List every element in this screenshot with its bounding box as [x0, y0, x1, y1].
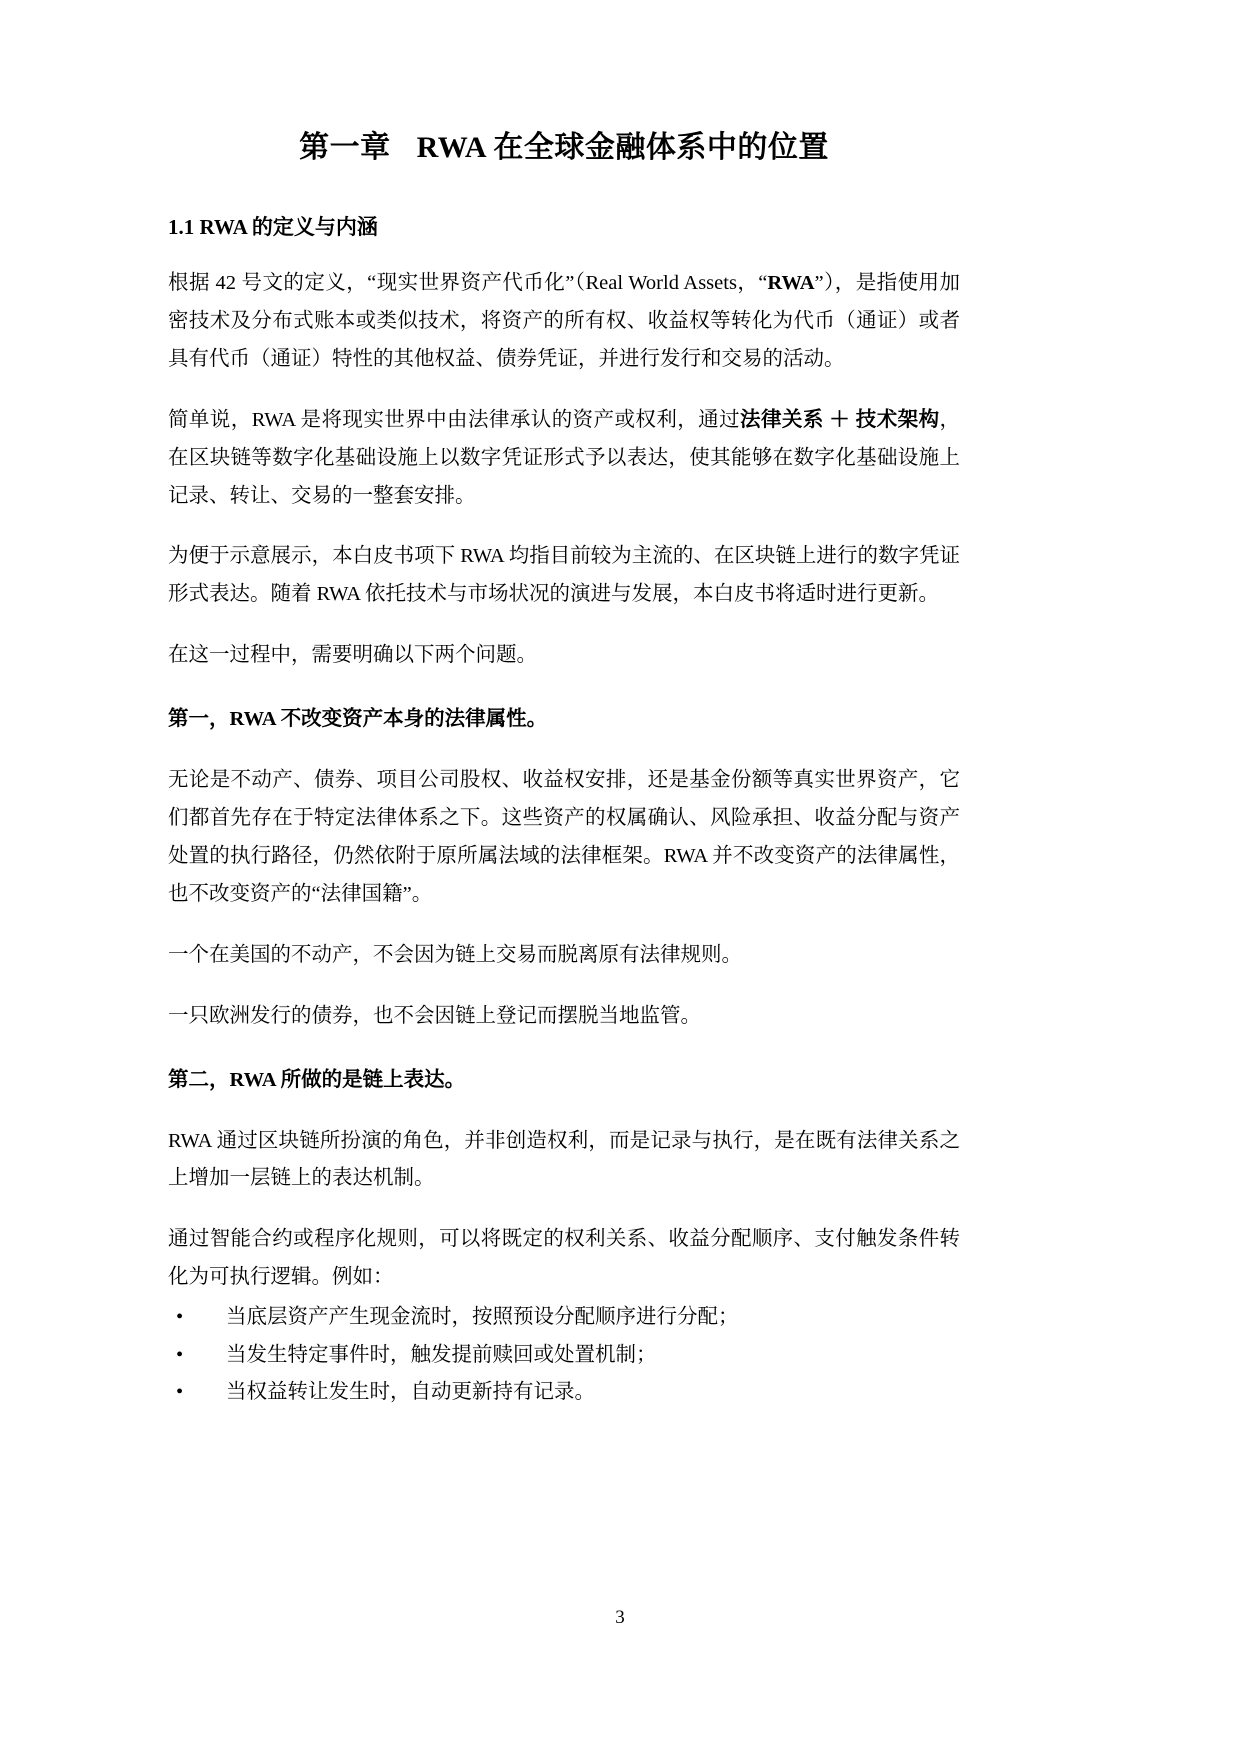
chapter-title	[168, 0, 960, 169]
list-item	[168, 1374, 960, 1411]
paragraph-simple-part2: ，在区块链等数字化基础设施上以数字凭证形式予以表达，使其能够在数字化基础设施上记录、转让、交易的一整套安排。	[168, 408, 961, 507]
paragraph-simple-part1: 简单说，RWA 是将现实世界中由法律承认的资产或权利，通过	[168, 408, 741, 431]
paragraph-definition-bold-rwa: RWA	[767, 271, 815, 294]
chapter-title-main: RWA 在全球金融体系中的位置	[416, 131, 829, 164]
list-item-text: 当权益转让发生时，自动更新持有记录。	[226, 1380, 595, 1403]
chapter-title-prefix: 第一章	[299, 131, 391, 164]
lead-point-first: 第一，RWA 不改变资产本身的法律属性。	[168, 708, 548, 731]
paragraph-smart-contract: 通过智能合约或程序化规则，可以将既定的权利关系、收益分配顺序、支付触发条件转化为可执行逻辑。例如：	[168, 1228, 960, 1289]
paragraph-two-questions: 在这一过程中，需要明确以下两个问题。	[168, 644, 537, 667]
lead-point-second: 第二，RWA 所做的是链上表达。	[168, 1068, 466, 1091]
paragraph-definition	[168, 242, 960, 379]
list-item-text: 当底层资产产生现金流时，按照预设分配顺序进行分配；	[226, 1306, 739, 1329]
paragraph-illustration-note: 为便于示意展示，本白皮书项下 RWA 均指目前较为主流的、在区块链上进行的数字凭证形式表达。随着 RWA 依托技术与市场状况的演进与发展，本白皮书将适时进行更新。	[168, 545, 960, 606]
page-number: 3	[615, 1607, 625, 1628]
paragraph-simple-bold-phrase: 法律关系 ＋ 技术架构	[740, 408, 940, 431]
paragraph-simple-explanation	[168, 379, 960, 516]
list-item	[168, 1337, 960, 1374]
section-heading-1-1: 1.1 RWA 的定义与内涵	[168, 214, 378, 239]
list-item-text: 当发生特定事件时，触发提前赎回或处置机制；	[226, 1343, 657, 1366]
bullet-marker-icon: •	[176, 1380, 184, 1403]
paragraph-onchain-expression: RWA 通过区块链所扮演的角色，并非创造权利，而是记录与执行，是在既有法律关系之上增加一层链上的表达机制。	[168, 1129, 960, 1190]
bullet-list	[168, 1297, 960, 1411]
paragraph-us-real-estate: 一个在美国的不动产，不会因为链上交易而脱离原有法律规则。	[168, 943, 742, 966]
page-content	[168, 0, 960, 1411]
bullet-marker-icon: •	[176, 1306, 184, 1329]
paragraph-legal-attributes: 无论是不动产、债券、项目公司股权、收益权安排，还是基金份额等真实世界资产，它们都首先存在于特定法律体系之下。这些资产的权属确认、风险承担、收益分配与资产处置的执行路径，仍然依附于原所属法域的法律框架。RWA 并不改变资产的法律属性，也不改变资产的“法律国籍”。	[168, 769, 960, 905]
paragraph-europe-bond: 一只欧洲发行的债券，也不会因链上登记而摆脱当地监管。	[168, 1004, 701, 1027]
list-item	[168, 1299, 960, 1336]
paragraph-definition-part1: 根据 42 号文的定义，“现实世界资产代币化”（Real World Assets，“	[168, 271, 768, 294]
paragraph-definition-part2: ”），是指使用加密技术及分布式账本或类似技术，将资产的所有权、收益权等转化为代币（通证）或者具有代币（通证）特性的其他权益、债券凭证，并进行发行和交易的活动。	[168, 271, 961, 370]
bullet-marker-icon: •	[176, 1343, 184, 1366]
